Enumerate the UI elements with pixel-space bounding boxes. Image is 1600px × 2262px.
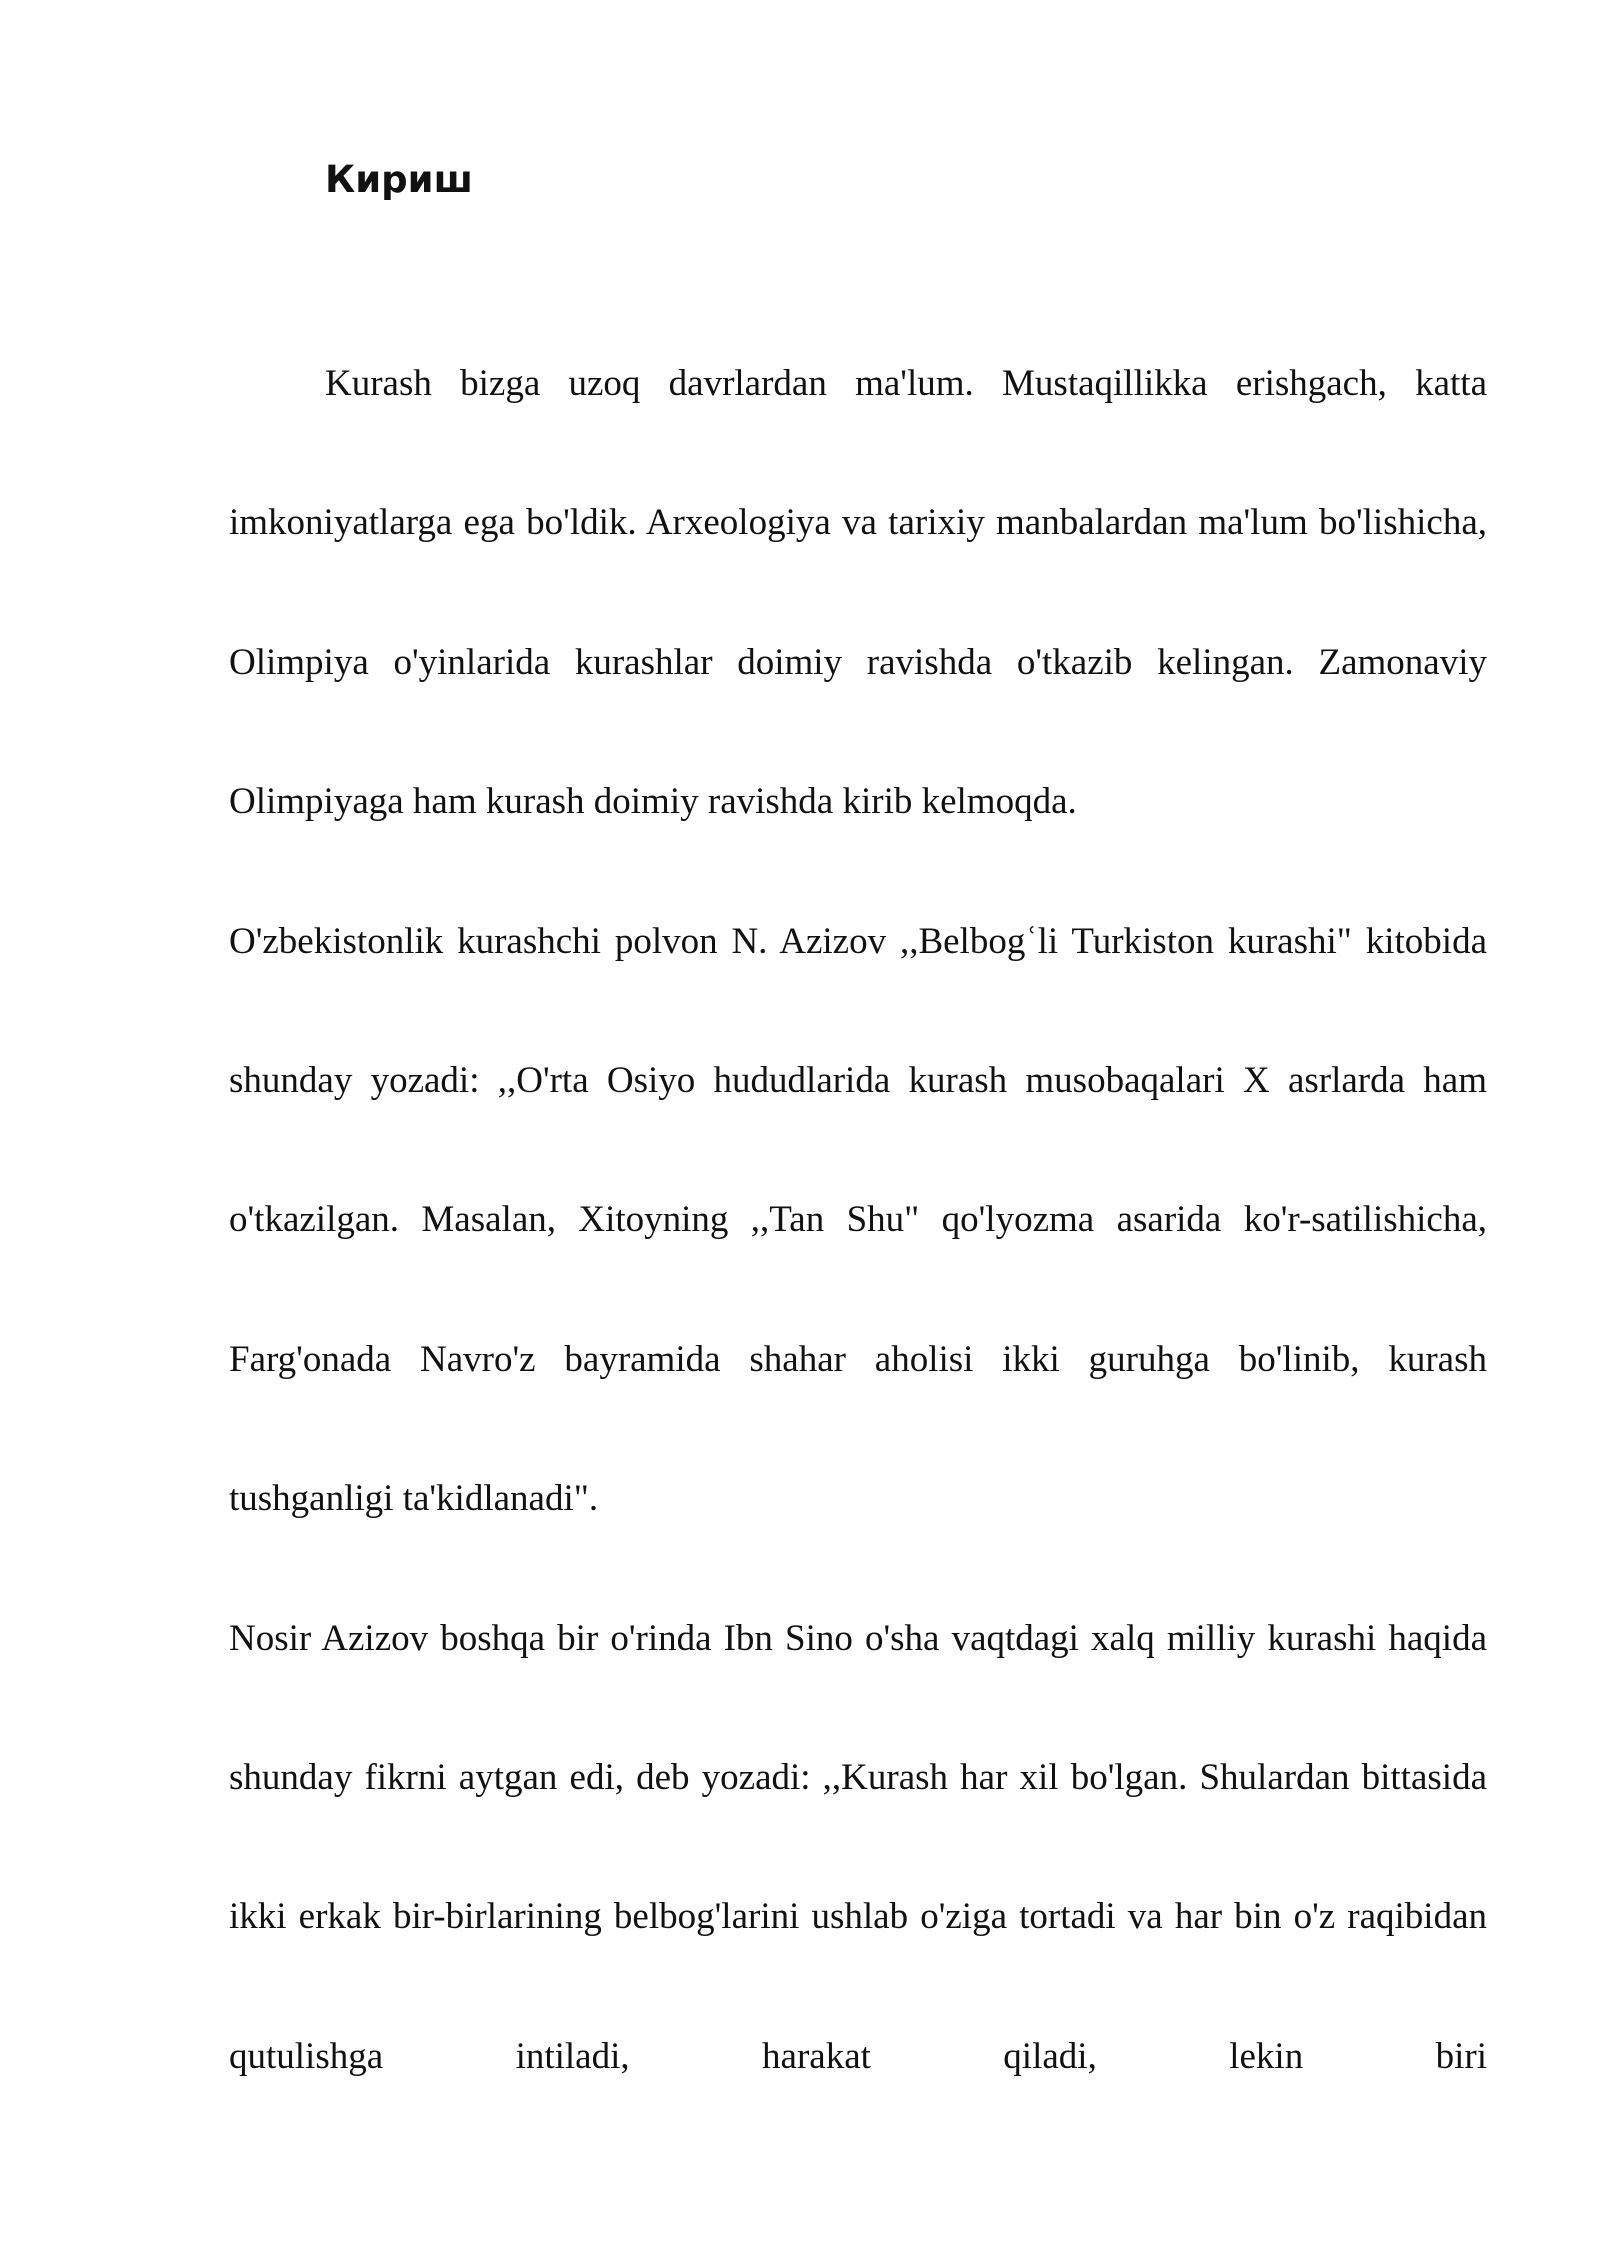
paragraph-3: Nosir Azizov boshqa bir o'rinda Ibn Sino o'sha vaqtdagi xalq milliy kurashi haqida shunday fikrni aytgan edi, deb yozadi: ,,Kurash har xil bo'lgan. Shulardan bittasida ikki erkak bir-birlarining belbog'larini ushlab o'ziga tortadi va har bin o'z raqibidan qutulishga intiladi, harakat qiladi, lekin biri (229, 1617, 1487, 2077)
document-body (229, 314, 1487, 2126)
paragraph-2: O'zbekistonlik kurashchi polvon N. Azizov ,,Belbogʿli Turkiston kurashi" kitobida shunday yozadi: ,,O'rta Osiyo hududlarida kurash musobaqalari X asrlarda ham o'tkazilgan. Masalan, Xitoyning ,,Tan Shu" qo'lyozma asarida ko'r-satilishicha, Farg'onada Navro'z bayramida shahar aholisi ikki guruhga bo'linib, kurash tushganligi ta'kidlanadi". (229, 920, 1487, 1520)
paragraph-1: Kurash bizga uzoq davrlardan ma'lum. Mustaqillikka erishgach, katta imkoniyatlarga ega bo'ldik. Arxeologiya va tarixiy manbalardan ma'lum bo'lishicha, Olimpiya o'yinlarida kurashlar doimiy ravishda o'tkazib kelingan. Zamonaviy Olimpiyaga ham kurash doimiy ravishda kirib kelmoqda. (229, 363, 1487, 823)
page-title: Кириш (325, 158, 473, 201)
